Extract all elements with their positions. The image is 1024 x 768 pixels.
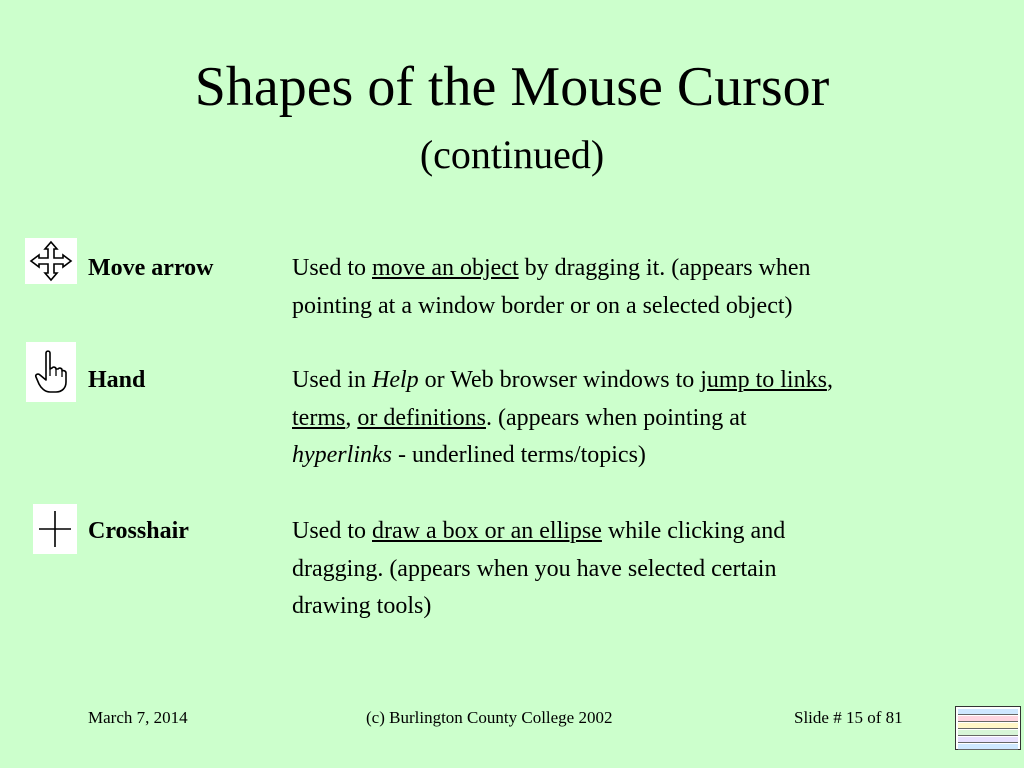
footer-date: March 7, 2014: [88, 708, 188, 727]
thumbnail-row: [958, 744, 1018, 750]
slide-subtitle: (continued): [419, 132, 605, 177]
desc-move-arrow: Used to move an object by dragging it. (appears when pointing at a window border or on a selected object): [292, 255, 811, 319]
hand-pointer-cursor-icon: [26, 342, 76, 402]
term-crosshair: Crosshair: [88, 518, 189, 544]
footer-copyright: (c) Burlington County College 2002: [366, 708, 613, 727]
thumbnail-row: [958, 730, 1018, 736]
thumbnail-row: [958, 723, 1018, 729]
slide-navigation-thumbnail[interactable]: [955, 706, 1021, 750]
thumbnail-row: [958, 737, 1018, 743]
desc-crosshair: Used to draw a box or an ellipse while clicking and dragging. (appears when you have selected certain drawing tools): [292, 518, 786, 619]
link-draw-a-box: draw a box or an ellipse: [372, 518, 602, 544]
slide-title: Shapes of the Mouse Cursor: [194, 56, 830, 118]
footer-slide-number: Slide # 15 of 81: [794, 708, 903, 727]
term-move-arrow: Move arrow: [88, 255, 214, 281]
thumbnail-row: [958, 709, 1018, 715]
link-or-definitions: or definitions: [357, 404, 486, 431]
link-terms: terms: [292, 404, 346, 431]
link-move-an-object: move an object: [372, 255, 519, 281]
term-hand: Hand: [88, 367, 146, 393]
move-arrow-cursor-icon: [25, 238, 77, 284]
desc-hand: Used in Help or Web browser windows to jump to links, terms, or definitions. (appears when pointing at hyperlinks - underlined terms/topics): [292, 367, 833, 468]
thumbnail-row: [958, 716, 1018, 722]
link-jump-to-links: jump to links: [700, 367, 827, 393]
crosshair-cursor-icon: [33, 504, 77, 554]
